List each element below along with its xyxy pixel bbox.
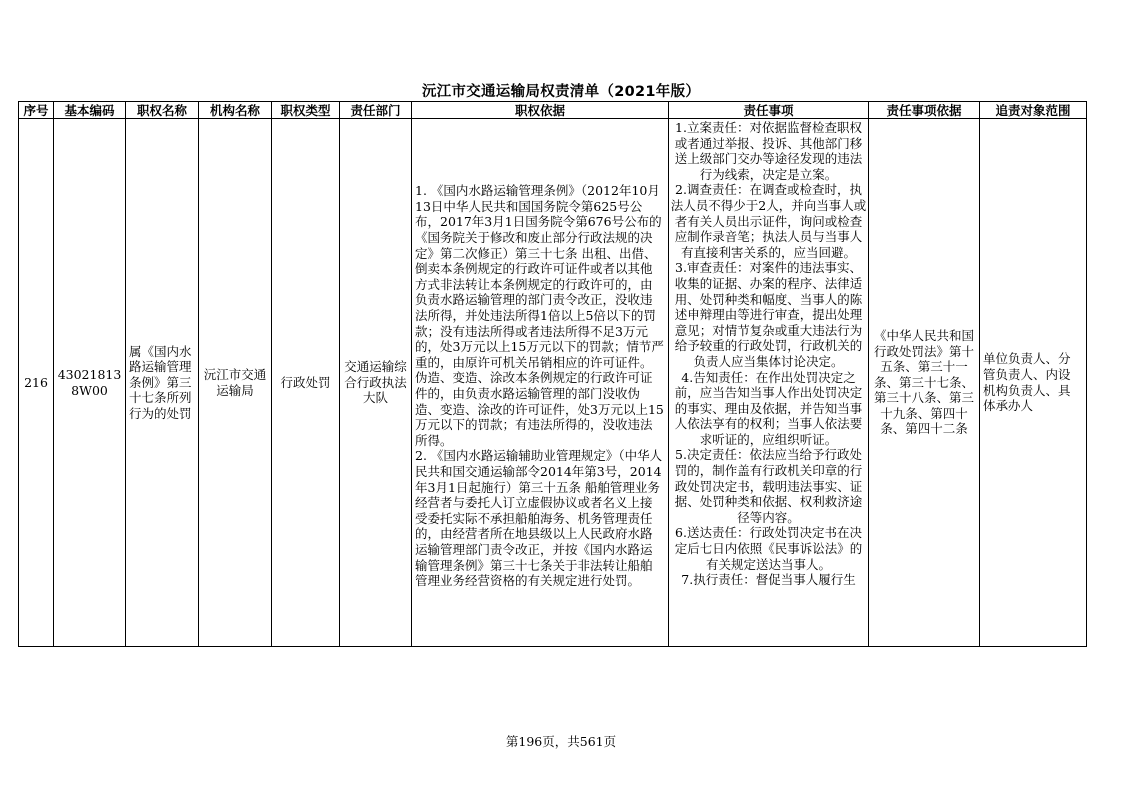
page-footer: 第196页，共561页: [505, 734, 617, 749]
cell-accountability-text: 单位负责人、分管负责人、内设机构负责人、具体承办人: [983, 351, 1071, 414]
cell-power-name: [126, 119, 199, 647]
duty-item: 6.送达责任：行政处罚决定书在决定后七日内依照《民事诉讼法》的有关规定送达当事人。: [674, 525, 863, 572]
cell-code-text: 430218138W00: [57, 366, 122, 398]
header-dept: 责任部门: [340, 102, 412, 119]
header-row: [19, 102, 1087, 119]
duty-item: 1.立案责任：对依据监督检查职权或者通过举报、投诉、其他部门移送上级部门交办等途径发现的违法行为线索，决定是立案。: [674, 120, 863, 182]
cell-code: [54, 119, 126, 647]
page-title: 沅江市交通运输局权责清单（2021年版）: [421, 84, 701, 100]
basis-text: [415, 176, 664, 588]
duty-item: 4.告知责任：在作出处罚决定之前，应当告知当事人作出处罚决定的事实、理由及依据，并告知当事人依法享有的权利；当事人依法要求听证的，应组织听证。: [674, 369, 863, 447]
header-power-name: 职权名称: [126, 102, 199, 119]
duties-list: [669, 120, 868, 645]
cell-power-name-text: 属《国内水路运输管理条例》第三十七条所列行为的处罚: [129, 343, 192, 421]
cell-org-name-text: 沅江市交通运输局: [203, 366, 267, 398]
cell-basis: [412, 119, 669, 647]
header-power-type: 职权类型: [272, 102, 340, 119]
header-duties: 责任事项: [669, 102, 869, 119]
cell-org-name: [199, 119, 272, 647]
header-org-name: 机构名称: [199, 102, 272, 119]
cell-duty-basis-text: 《中华人民共和国行政处罚法》第十五条、第三十一条、第三十七条、第三十八条、第三十九条、第四十条、第四十二条: [873, 327, 974, 437]
cell-duty-basis: [869, 119, 980, 647]
duty-item: 2.调查责任：在调查或检查时，执法人员不得少于2人，并向当事人或者有关人员出示证件，询问或检查应制作录音笔；执法人员与当事人有直接利害关系的，应当回避。: [670, 182, 867, 260]
cell-accountability: [980, 119, 1087, 647]
power-list-table: [18, 101, 1087, 647]
cell-power-type: 行政处罚: [272, 119, 340, 647]
header-accountability: 追责对象范围: [980, 102, 1087, 119]
duty-item: 7.执行责任：督促当事人履行生: [681, 572, 856, 588]
cell-duties: [669, 119, 869, 647]
header-basis: 职权依据: [412, 102, 669, 119]
basis-item: 1. 《国内水路运输管理条例》（2012年10月13日中华人民共和国国务院令第625号公布，2017年3月1日国务院令第676号公布的《国务院关于修改和废止部分行政法规的决定》第二次修正）第三十七条 出租、出借、倒卖本条例规定的行政许可证件或者以其他方式非法转让本条例规定的行政许可的，由负责水路运输管理的部门责令改正，没收违法所得，并处违法所得1倍以上5倍以下的罚款；没有违法所得或者违法所得不足3万元的，处3万元以上15万元以下的罚款；情节严重的，由原许可机关吊销相应的许可证件。 伪造、变造、涂改本条例规定的行政许可证件的，由负责水路运输管理的部门没收伪造、变造、涂改的许可证件，处3万元以上15万元以下的罚款；有违法所得的，没收违法所得。: [415, 183, 664, 448]
cell-dept-text: 交通运输综合行政执法大队: [344, 359, 407, 406]
header-code: 基本编码: [54, 102, 126, 119]
header-duty-basis: 责任事项依据: [869, 102, 980, 119]
table-row: [19, 119, 1087, 647]
header-seq: 序号: [19, 102, 54, 119]
cell-seq: 216: [19, 119, 54, 647]
duty-item: 3.审查责任：对案件的违法事实、收集的证据、办案的程序、法律适用、处罚种类和幅度、当事人的陈述申辩理由等进行审查，提出处理意见；对情节复杂或重大违法行为给予较重的行政处罚，行政机关的负责人应当集体讨论决定。: [674, 260, 863, 369]
basis-item: 2. 《国内水路运输辅助业管理规定》（中华人民共和国交通运输部令2014年第3号，2014年3月1日起施行）第三十五条 船舶管理业务经营者与委托人订立虚假协议或者名义上接受委托实际不承担船舶海务、机务管理责任的，由经营者所在地县级以上人民政府水路运输管理部门责令改正，并按《国内水路运输管理条例》第三十七条关于非法转让船舶管理业务经营资格的有关规定进行处罚。: [415, 448, 663, 589]
duty-item: 5.决定责任：依法应当给予行政处罚的，制作盖有行政机关印章的行政处罚决定书，载明违法事实、证据、处罚种类和依据、权利救济途径等内容。: [674, 447, 863, 525]
cell-dept: [340, 119, 412, 647]
